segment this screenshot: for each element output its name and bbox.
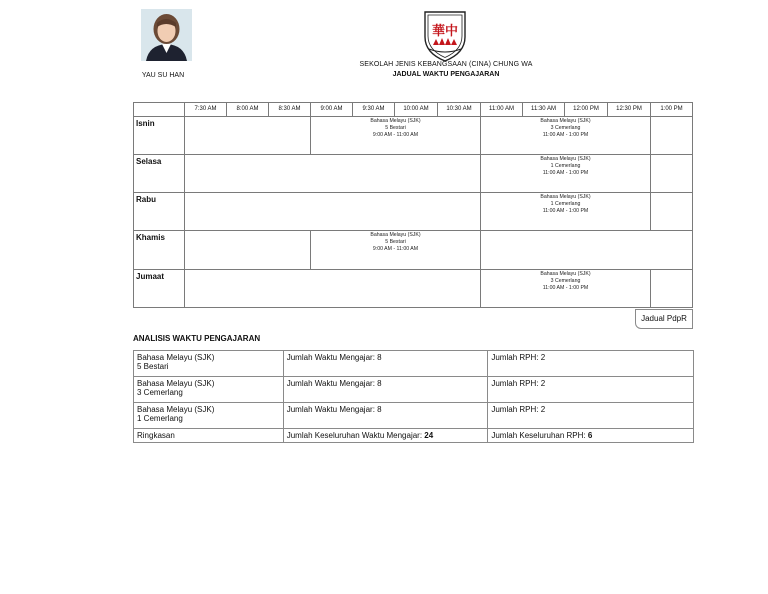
class-name: 5 Bestari xyxy=(137,362,169,371)
day-label: Jumaat xyxy=(133,269,185,308)
empty-slot xyxy=(184,116,311,155)
total-rph-cell xyxy=(488,429,694,443)
lesson-class: 3 Cemerlang xyxy=(550,125,581,131)
empty-slot xyxy=(650,116,693,155)
total-rph-value: 6 xyxy=(587,431,593,440)
empty-slot xyxy=(650,269,693,308)
class-name: 3 Cemerlang xyxy=(137,388,183,397)
time-header: 12:30 PM xyxy=(607,102,651,117)
total-hours-cell xyxy=(283,429,488,443)
hours-cell: Jumlah Waktu Mengajar: 8 xyxy=(283,377,488,403)
school-name: SEKOLAH JENIS KEBANGSAAN (CINA) CHUNG WA xyxy=(359,61,533,68)
lesson-slot[interactable] xyxy=(310,230,481,270)
rph-cell: Jumlah RPH: 2 xyxy=(488,377,694,403)
table-row xyxy=(134,377,694,403)
day-label: Selasa xyxy=(133,154,185,193)
total-rph-label: Jumlah Keseluruhan RPH: xyxy=(491,431,588,440)
teacher-name: YAU SU HAN xyxy=(141,72,185,79)
lesson-class: 1 Cemerlang xyxy=(550,201,581,207)
empty-slot xyxy=(480,230,693,270)
lesson-slot[interactable] xyxy=(480,116,651,155)
total-hours-label: Jumlah Keseluruhan Waktu Mengajar: xyxy=(286,431,425,440)
subject-cell xyxy=(134,403,284,429)
time-header: 9:30 AM xyxy=(352,102,395,117)
timetable-corner xyxy=(133,102,185,117)
table-row xyxy=(134,351,694,377)
day-label: Rabu xyxy=(133,192,185,231)
lesson-time: 11:00 AM - 1:00 PM xyxy=(542,208,589,214)
time-header: 12:00 PM xyxy=(564,102,608,117)
empty-slot xyxy=(650,192,693,231)
lesson-slot[interactable] xyxy=(480,269,651,308)
time-header: 11:30 AM xyxy=(522,102,565,117)
lesson-subject: Bahasa Melayu (SJK) xyxy=(370,232,421,238)
empty-slot xyxy=(650,154,693,193)
rph-cell: Jumlah RPH: 2 xyxy=(488,351,694,377)
empty-slot xyxy=(184,269,481,308)
lesson-subject: Bahasa Melayu (SJK) xyxy=(370,118,421,124)
lesson-slot[interactable] xyxy=(310,116,481,155)
empty-slot xyxy=(184,192,481,231)
total-hours-value: 24 xyxy=(424,431,434,440)
svg-text:華中: 華中 xyxy=(431,24,459,39)
day-label: Khamis xyxy=(133,230,185,270)
hours-cell: Jumlah Waktu Mengajar: 8 xyxy=(283,403,488,429)
lesson-time: 11:00 AM - 1:00 PM xyxy=(542,132,589,138)
time-header: 10:30 AM xyxy=(437,102,481,117)
lesson-slot[interactable] xyxy=(480,192,651,231)
analysis-table xyxy=(133,350,694,443)
lesson-class: 1 Cemerlang xyxy=(550,163,581,169)
time-header: 8:30 AM xyxy=(268,102,311,117)
class-name: 1 Cemerlang xyxy=(137,414,183,423)
subject-cell xyxy=(134,377,284,403)
lesson-subject: Bahasa Melayu (SJK) xyxy=(540,118,591,124)
time-header: 1:00 PM xyxy=(650,102,693,117)
summary-row xyxy=(134,429,694,443)
subject-name: Bahasa Melayu (SJK) xyxy=(137,405,215,414)
day-label: Isnin xyxy=(133,116,185,155)
lesson-class: 3 Cemerlang xyxy=(550,278,581,284)
document-title: JADUAL WAKTU PENGAJARAN xyxy=(392,71,500,78)
lesson-subject: Bahasa Melayu (SJK) xyxy=(540,156,591,162)
time-header: 7:30 AM xyxy=(184,102,227,117)
lesson-time: 9:00 AM - 11:00 AM xyxy=(372,246,419,252)
subject-name: Bahasa Melayu (SJK) xyxy=(137,379,215,388)
lesson-class: 5 Bestari xyxy=(385,125,406,131)
lesson-class: 5 Bestari xyxy=(385,239,406,245)
empty-slot xyxy=(184,230,311,270)
table-row xyxy=(134,403,694,429)
pdpr-schedule-button[interactable]: Jadual PdpR xyxy=(635,309,693,329)
empty-slot xyxy=(184,154,481,193)
subject-name: Bahasa Melayu (SJK) xyxy=(137,353,215,362)
lesson-subject: Bahasa Melayu (SJK) xyxy=(540,271,591,277)
lesson-time: 11:00 AM - 1:00 PM xyxy=(542,285,589,291)
hours-cell: Jumlah Waktu Mengajar: 8 xyxy=(283,351,488,377)
analysis-title: ANALISIS WAKTU PENGAJARAN xyxy=(133,334,261,343)
time-header: 9:00 AM xyxy=(310,102,353,117)
rph-cell: Jumlah RPH: 2 xyxy=(488,403,694,429)
lesson-time: 11:00 AM - 1:00 PM xyxy=(542,170,589,176)
lesson-subject: Bahasa Melayu (SJK) xyxy=(540,194,591,200)
lesson-time: 9:00 AM - 11:00 AM xyxy=(372,132,419,138)
subject-cell xyxy=(134,351,284,377)
teacher-photo xyxy=(141,9,192,61)
lesson-slot[interactable] xyxy=(480,154,651,193)
timetable xyxy=(133,102,693,308)
time-header: 11:00 AM xyxy=(480,102,523,117)
summary-label: Ringkasan xyxy=(134,429,284,443)
time-header: 8:00 AM xyxy=(226,102,269,117)
time-header: 10:00 AM xyxy=(394,102,438,117)
school-crest-icon xyxy=(419,9,471,63)
